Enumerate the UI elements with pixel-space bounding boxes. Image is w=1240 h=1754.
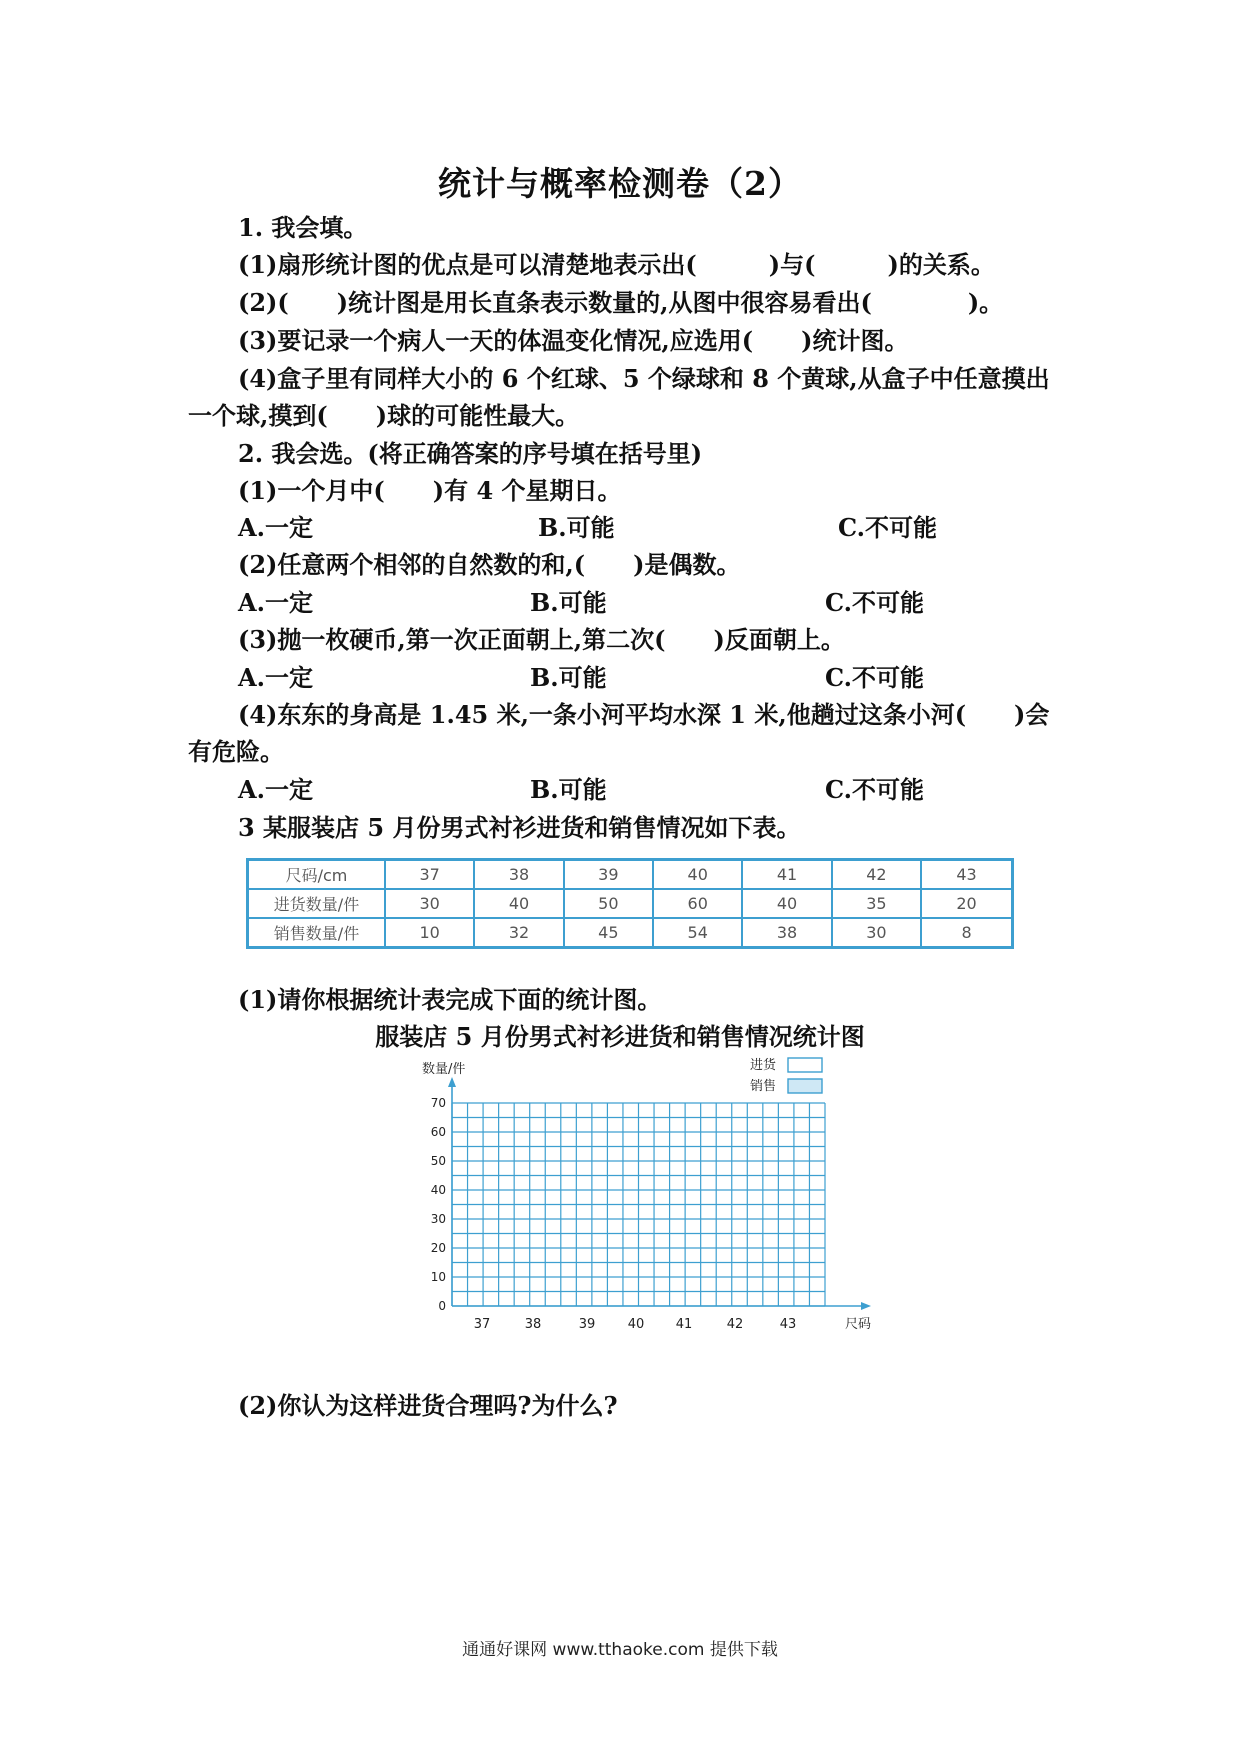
table-cell: 30 (832, 918, 921, 948)
table-cell: 8 (921, 918, 1012, 948)
option-a-q4: A.一定 (238, 775, 313, 804)
y-tick-label: 60 (430, 1125, 446, 1139)
table-cell: 45 (564, 918, 653, 948)
x-axis (452, 1302, 871, 1330)
question-2-3: (3)抛一枚硬币,第一次正面朝上,第二次( )反面朝上。 (238, 625, 845, 654)
question-1-3: (3)要记录一个病人一天的体温变化情况,应选用( )统计图。 (238, 326, 909, 355)
legend-swatch (788, 1079, 822, 1093)
table-row (248, 889, 1013, 918)
y-tick-label: 10 (430, 1270, 446, 1284)
x-tick-label: 41 (675, 1317, 693, 1330)
question-1-4-line1: (4)盒子里有同样大小的 6 个红球、5 个绿球和 8 个黄球,从盒子中任意摸出 (238, 364, 1050, 393)
option-b-q1: B.可能 (538, 513, 615, 542)
option-a-q1: A.一定 (238, 513, 313, 542)
table-cell: 38 (474, 860, 563, 890)
table-cell: 20 (921, 889, 1012, 918)
x-tick-label: 37 (473, 1317, 491, 1330)
x-tick-label: 40 (627, 1317, 645, 1330)
question-3-2: (2)你认为这样进货合理吗?为什么? (238, 1391, 618, 1420)
table-cell: 销售数量/件 (248, 918, 386, 948)
data-table (246, 858, 1014, 949)
table-cell: 43 (921, 860, 1012, 890)
table-cell: 40 (742, 889, 831, 918)
table-cell: 10 (385, 918, 474, 948)
y-tick-label: 70 (430, 1096, 446, 1110)
option-c-q2: C.不可能 (825, 588, 925, 617)
table-cell: 尺码/cm (248, 860, 386, 890)
option-c-q1: C.不可能 (838, 513, 938, 542)
question-2-1: (1)一个月中( )有 4 个星期日。 (238, 476, 622, 505)
table-cell: 40 (653, 860, 742, 890)
table-cell: 32 (474, 918, 563, 948)
table-cell: 40 (474, 889, 563, 918)
question-3-1: (1)请你根据统计表完成下面的统计图。 (238, 985, 662, 1014)
y-axis-arrow (448, 1077, 456, 1087)
table-cell: 30 (385, 889, 474, 918)
question-1-2: (2)( )统计图是用长直条表示数量的,从图中很容易看出( )。 (238, 288, 1004, 317)
table-cell: 54 (653, 918, 742, 948)
x-axis-arrow (861, 1302, 871, 1310)
option-b-q3: B.可能 (530, 663, 607, 692)
option-b-q2: B.可能 (530, 588, 607, 617)
question-2-4-line2: 有危险。 (188, 737, 284, 766)
option-a-q3: A.一定 (238, 663, 313, 692)
table-cell: 38 (742, 918, 831, 948)
table-cell: 50 (564, 889, 653, 918)
section3-heading: 3 某服装店 5 月份男式衬衫进货和销售情况如下表。 (238, 813, 801, 842)
table-row (248, 860, 1013, 890)
x-tick-label: 42 (726, 1317, 744, 1330)
x-tick-label: 38 (524, 1317, 542, 1330)
y-axis-label: 数量/件 (422, 1062, 466, 1077)
table-cell: 39 (564, 860, 653, 890)
bar-chart-grid (420, 1050, 880, 1330)
chart-grid (452, 1103, 825, 1306)
chart-title: 服装店 5 月份男式衬衫进货和销售情况统计图 (375, 1022, 865, 1051)
table-cell: 60 (653, 889, 742, 918)
table-cell: 35 (832, 889, 921, 918)
table-cell: 37 (385, 860, 474, 890)
y-tick-label: 50 (430, 1154, 446, 1168)
x-axis-label: 尺码 (845, 1317, 872, 1330)
table-cell: 41 (742, 860, 831, 890)
legend-label: 销售 (750, 1079, 777, 1094)
option-a-q2: A.一定 (238, 588, 313, 617)
option-c-q4: C.不可能 (825, 775, 925, 804)
section1-heading: 1. 我会填。 (238, 213, 368, 242)
section2-heading: 2. 我会选。(将正确答案的序号填在括号里) (238, 439, 703, 468)
x-tick-label: 43 (779, 1317, 797, 1330)
x-tick-label: 39 (578, 1317, 596, 1330)
chart-legend (750, 1057, 822, 1094)
option-b-q4: B.可能 (530, 775, 607, 804)
legend-swatch (788, 1058, 822, 1072)
question-1-4-line2: 一个球,摸到( )球的可能性最大。 (188, 401, 580, 430)
question-1-1: (1)扇形统计图的优点是可以清楚地表示出( )与( )的关系。 (238, 250, 995, 279)
option-c-q3: C.不可能 (825, 663, 925, 692)
y-tick-label: 0 (438, 1299, 446, 1313)
y-tick-label: 30 (430, 1212, 446, 1226)
question-2-2: (2)任意两个相邻的自然数的和,( )是偶数。 (238, 550, 741, 579)
y-axis (422, 1061, 465, 1313)
footer-text: 通通好课网 www.tthaoke.com 提供下载 (462, 1640, 778, 1660)
table-cell: 42 (832, 860, 921, 890)
question-2-4-line1: (4)东东的身高是 1.45 米,一条小河平均水深 1 米,他趟过这条小河( )会 (238, 700, 1050, 729)
page-title: 统计与概率检测卷（2） (438, 164, 802, 203)
table-cell: 进货数量/件 (248, 889, 386, 918)
table-row (248, 918, 1013, 948)
y-tick-label: 20 (430, 1241, 446, 1255)
legend-label: 进货 (750, 1058, 777, 1073)
y-tick-label: 40 (430, 1183, 446, 1197)
